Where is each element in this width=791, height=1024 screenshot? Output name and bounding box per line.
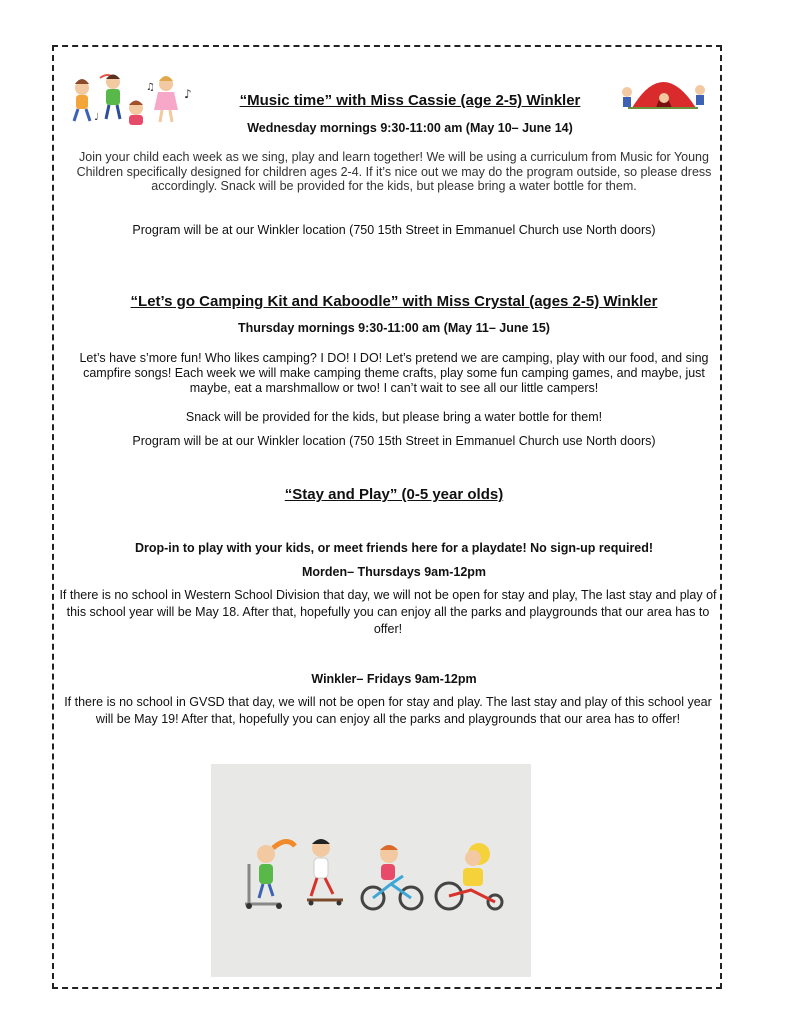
music-description: Join your child each week as we sing, play and learn together! We will be using a curriculum from Music for Young Children specifically designed for children ages 2-4. If it’s nice out we may do the program outside, so please dress accordingly. Snack will be provided for the kids, but please bring a water bottle for them. — [76, 150, 712, 193]
camping-description: Let’s have s’more fun! Who likes camping? I DO! I DO! Let’s pretend we are camping, play with our food, and sing campfire songs! Each week we will make camping theme crafts, play some fun camping games, and maybe, just maybe, eat a marshmallow or two! I can’t wait to see all our little campers! — [79, 351, 709, 395]
music-location: Program will be at our Winkler location (750 15th Street in Emmanuel Church use North doors) — [132, 223, 656, 237]
stay-play-title: “Stay and Play” (0-5 year olds) — [284, 486, 504, 503]
morden-heading: Morden– Thursdays 9am-12pm — [301, 565, 487, 579]
winkler-text: If there is no school in GVSD that day, we will not be open for stay and play. The last stay and play of this school year will be May 19! After that, hopefully you can enjoy all the parks and playgrounds that our area has to offer! — [64, 695, 712, 726]
svg-text:♩: ♩ — [94, 112, 99, 123]
music-title: “Music time” with Miss Cassie (age 2-5) Winkler — [239, 92, 581, 109]
music-schedule: Wednesday mornings 9:30-11:00 am (May 10– June 14) — [247, 121, 573, 135]
kids-riding-illustration — [211, 764, 531, 977]
svg-text:♪: ♪ — [184, 87, 192, 101]
camping-snack: Snack will be provided for the kids, but please bring a water bottle for them! — [185, 410, 603, 424]
winkler-heading: Winkler– Fridays 9am-12pm — [311, 672, 477, 686]
morden-text: If there is no school in Western School Division that day, we will not be open for stay and play, The last stay and play of this school year will be May 18. After that, hopefully you can enjoy all the parks and playgrounds that our area has to offer! — [59, 588, 717, 636]
stay-play-dropin: Drop-in to play with your kids, or meet friends here for a playdate! No sign-up required! — [134, 541, 654, 555]
camping-location: Program will be at our Winkler location (750 15th Street in Emmanuel Church use North doors) — [132, 434, 656, 448]
camping-title: “Let’s go Camping Kit and Kaboodle” with Miss Crystal (ages 2-5) Winkler — [130, 293, 658, 310]
camping-schedule: Thursday mornings 9:30-11:00 am (May 11– June 15) — [238, 321, 550, 335]
svg-text:♫: ♫ — [146, 82, 155, 93]
